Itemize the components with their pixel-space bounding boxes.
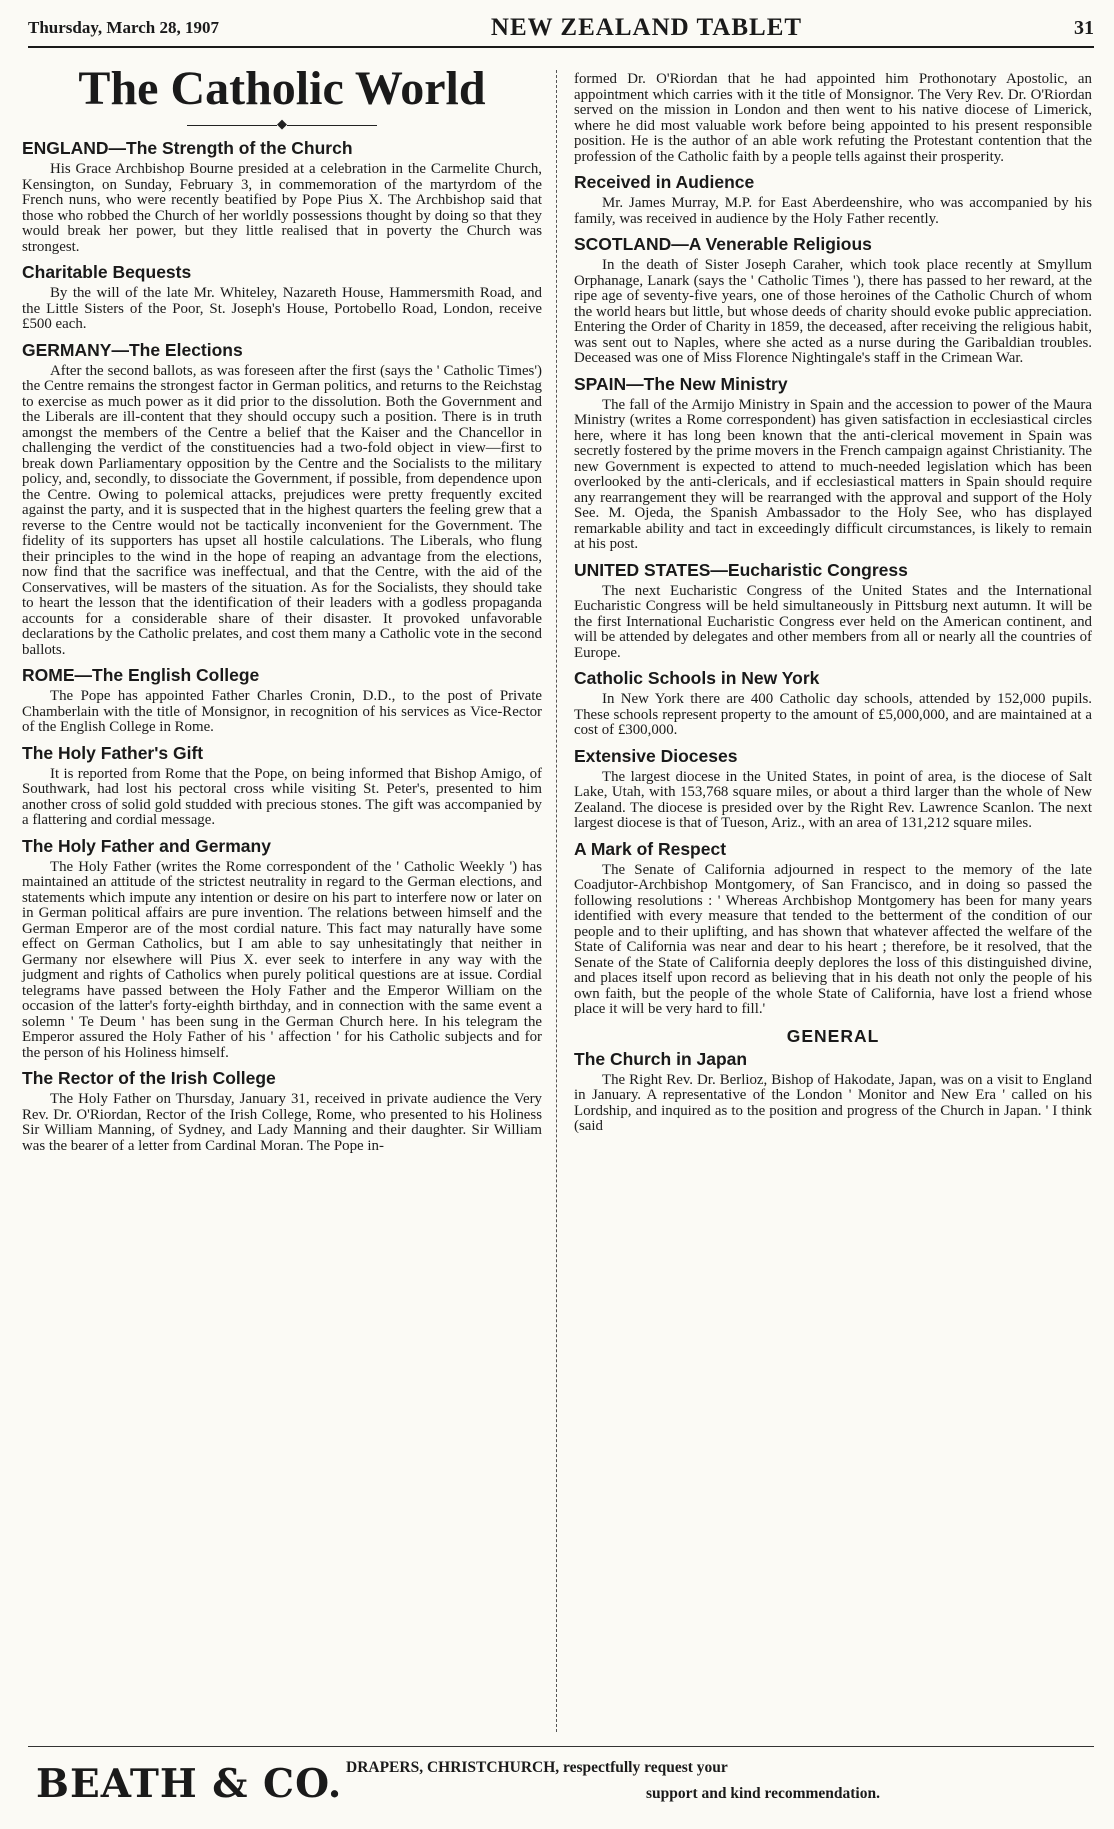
article-heading: SCOTLAND—A Venerable Religious — [574, 234, 872, 254]
advertisement-line-2: support and kind recommendation. — [646, 1785, 880, 1802]
advertisement-footer — [28, 1746, 1094, 1819]
article-heading: GERMANY—The Elections — [22, 339, 243, 360]
advertisement-line-1: DRAPERS, CHRISTCHURCH, respectfully request your — [346, 1759, 728, 1776]
article-england — [22, 138, 542, 255]
article-heading: Received in Audience — [574, 172, 755, 192]
article-mark-of-respect — [574, 839, 1092, 1018]
section-masthead: The Catholic World — [78, 62, 486, 115]
article-holy-fathers-gift — [22, 743, 542, 829]
right-column — [574, 72, 1092, 1135]
masthead-ornament: ◆ — [22, 118, 542, 130]
article-body: It is reported from Rome that the Pope, on being informed that Bishop Amigo, of Southwark, had lost his pectoral cross while visiting St. Peter's, presented to him another cross of solid gold studded with precious stones. The gift was accompanied by a flattering and cordial message. — [22, 765, 542, 828]
article-heading: ENGLAND—The Strength of the Church — [22, 138, 353, 158]
article-body: The fall of the Armijo Ministry in Spain and the accession to power of the Maura Ministry (writes a Rome correspondent) has given satisfaction in ecclesiastical circles here, where it has long been known that the anti-clerical movement in Spain was secretly fostered by the prime movers in the French campaign against Christianity. The new Government is expected to attend to much-needed legislation which has been overlooked by the anti-clericals, and if ecclesiastical matters in Spain should require any rearrangement they will be rearranged with the approval and support of the Holy See. M. Ojeda, the Spanish Ambassador to the Holy See, who has displayed remarkable ability and tact in exceedingly difficult circumstances, is likely to remain at his post. — [574, 396, 1092, 552]
article-heading: ROME—The English College — [22, 665, 260, 685]
article-rome — [22, 665, 542, 736]
continued-text: formed Dr. O'Riordan that he had appointed him Prothonotary Apostolic, an appointment which carries with it the title of Monsignor. The Very Rev. Dr. O'Riordan served on the mission in London and then went to his native diocese of Limerick, where he did most valuable work before being appointed to his present responsible position. He is the author of an able work refuting the Protestant contention that the profession of the Catholic faith by a people tells against their prosperity. — [574, 71, 1092, 165]
article-germany — [22, 340, 542, 659]
column-divider — [556, 70, 557, 1732]
article-catholic-schools — [574, 668, 1092, 739]
article-heading: Charitable Bequests — [22, 262, 192, 282]
article-heading: Extensive Dioceses — [574, 745, 738, 766]
article-heading: SPAIN—The New Ministry — [574, 373, 788, 394]
article-extensive-dioceses — [574, 746, 1092, 832]
article-body: The Holy Father (writes the Rome correspondent of the ' Catholic Weekly ') has maintained an attitude of the strictest neutrality in regard to the German elections, and statements which impute any intention or desire on his part to interfere now or later on in German political affairs are pure invention. The relations between himself and the German Emperor are of the most cordial nature. This fact may naturally have some effect on German Catholics, but I am able to say unhesitatingly that neither in Germany nor elsewhere will Pius X. ever seek to interfere in any way with the judgment and rights of Catholics when purely political questions are at issue. Cordial telegrams have passed between the Holy Father and the Emperor William on the occasion of the latter's forty-eighth birthday, and in connection with the same event a solemn ' Te Deum ' has been sung in the German Church here. In his telegram the Emperor assured the Holy Father of his ' affection ' for his Catholic subjects and for the person of his Holiness himself. — [22, 858, 542, 1061]
article-charitable-bequests — [22, 262, 542, 333]
article-heading: UNITED STATES—Eucharistic Congress — [574, 559, 908, 580]
article-body: In New York there are 400 Catholic day schools, attended by 152,000 pupils. These schools represent property to the amount of £5,000,000, and are maintained at a cost of £300,000. — [574, 691, 1092, 738]
article-body: After the second ballots, as was foreseen after the first (says the ' Catholic Times') the Centre remains the strongest factor in German politics, and returns to the Reichstag to exercise as much power as it did prior to the dissolution. Both the Government and the Liberals are ill-content that they should occupy such a position. There is in truth amongst the members of the Centre a belief that the Kaiser and the Chancellor in challenging the verdict of the constituencies had a two-fold object in view—first to break down Parliamentary opposition by the Centre and the Socialists to the military policy, and, secondly, to dissociate the Government, if possible, from dependence upon the Centre. Owing to polemical attacks, prejudices were pretty frequently excited against the party, and it is suspected that in the highest quarters the feeling grew that a reverse to the Centre would not be tactically inconvenient for the Government. The fidelity of its supporters has upset all hostile calculations. The Liberals, who flung their principles to the wind in the hope of reaping an advantage from the elections, now find that the sacrifice was ineffectual, and that the Centre, with the aid of the Conservatives, will be masters of the situation. As for the Socialists, they should take to heart the lesson that the identification of their leaders with a godless propaganda accounts for a considerable share of their disaster. It provoked unfavorable declarations by the Catholic prelates, and cost them many a Catholic vote in the second ballots. — [22, 362, 542, 658]
article-body: The Pope has appointed Father Charles Cronin, D.D., to the post of Private Chamberlain with the title of Monsignor, in recognition of his services as Vice-Rector of the English College in Rome. — [22, 688, 542, 735]
issue-date: Thursday, March 28, 1907 — [28, 18, 219, 37]
left-column — [22, 52, 542, 1154]
article-united-states — [574, 560, 1092, 662]
article-heading: The Rector of the Irish College — [22, 1068, 276, 1088]
article-body: By the will of the late Mr. Whiteley, Nazareth House, Hammersmith Road, and the Little Sisters of the Poor, St. Joseph's House, Portobello Road, London, receive £500 each. — [22, 285, 542, 332]
article-church-in-japan — [574, 1049, 1092, 1135]
publication-title: NEW ZEALAND TABLET — [490, 14, 803, 41]
article-body: In the death of Sister Joseph Caraher, which took place recently at Smyllum Orphanage, Lanark (says the ' Catholic Times '), there has passed to her reward, at the ripe age of seventy-five years, one of those heroines of the Catholic Church of whom the world hears but little, but whose deeds of charity should evoke public appreciation. Entering the Order of Charity in 1859, the deceased, after receiving the religious habit, was sent out to Naples, where she acted as a nurse during the Garibaldian troubles. Deceased was one of Miss Florence Nightingale's staff in the Crimean War. — [574, 257, 1092, 366]
article-heading: The Church in Japan — [574, 1048, 748, 1069]
article-heading: The Holy Father's Gift — [22, 742, 204, 763]
article-heading: The Holy Father and Germany — [22, 835, 271, 856]
article-body: The Holy Father on Thursday, January 31, received in private audience the Very Rev. Dr. O'Riordan, Rector of the Irish College, Rome, who presented to his Holiness Sir William Manning, of Sydney, and Lady Manning and their daughter. Sir William was the bearer of a letter from Cardinal Moran. The Pope in- — [22, 1091, 542, 1154]
article-body: His Grace Archbishop Bourne presided at a celebration in the Carmelite Church, Kensington, on Sunday, February 3, in commemoration of the martyrdom of the French nuns, who were recently beatified by Pope Pius X. The Archbishop said that those who robbed the Church of her worldly possessions thought by doing so that they would break her power, but they little realised that in poverty the Church was strongest. — [22, 161, 542, 255]
article-body: The Right Rev. Dr. Berlioz, Bishop of Hakodate, Japan, was on a visit to England in January. A representative of the London ' Monitor and New Era ' called on his Lordship, and inquired as to the position and progress of the Church in Japan. ' I think (said — [574, 1071, 1092, 1134]
general-section-heading: GENERAL — [786, 1025, 880, 1046]
article-heading: Catholic Schools in New York — [574, 668, 820, 688]
article-heading: A Mark of Respect — [574, 838, 727, 859]
page-number: 31 — [1073, 16, 1094, 39]
article-received-in-audience — [574, 172, 1092, 227]
page-header — [28, 10, 1094, 48]
article-body: Mr. James Murray, M.P. for East Aberdeenshire, who was accompanied by his family, was received in audience by the Holy Father recently. — [574, 195, 1092, 227]
article-body: The largest diocese in the United States, in point of area, is the diocese of Salt Lake, Utah, with 153,768 square miles, or about a third larger than the whole of New Zealand. The diocese is presided over by the Right Rev. Lawrence Scanlon. The next largest diocese is that of Tueson, Ariz., with an area of 131,212 square miles. — [574, 768, 1092, 831]
advertiser-name: BEATH & CO. — [36, 1761, 343, 1807]
article-body: The next Eucharistic Congress of the United States and the International Eucharistic Congress will be held simultaneously in Pittsburg next autumn. It will be the first International Eucharistic Congress ever held on the American continent, and will be attended by delegates and other members from all or nearly all the countries of Europe. — [574, 582, 1092, 661]
article-scotland — [574, 234, 1092, 367]
article-spain — [574, 374, 1092, 553]
article-irish-college — [22, 1068, 542, 1154]
article-body: The Senate of California adjourned in respect to the memory of the late Coadjutor-Archbishop Montgomery, of San Francisco, and in doing so passed the following resolutions : ' Whereas Archbishop Montgomery has been for many years identified with every measure that tended to the betterment of the condition of our people and to their uplifting, and has shown that whatever affected the welfare of the State of California was near and dear to his heart ; therefore, be it resolved, that the Senate of the State of California deeply deplores the loss of this distinguished divine, and places itself upon record as believing that in his death not only the people of his own faith, but the people of the whole State of California, have lost a friend whose place it will be very hard to fill.' — [574, 861, 1092, 1017]
article-holy-father-germany — [22, 836, 542, 1062]
